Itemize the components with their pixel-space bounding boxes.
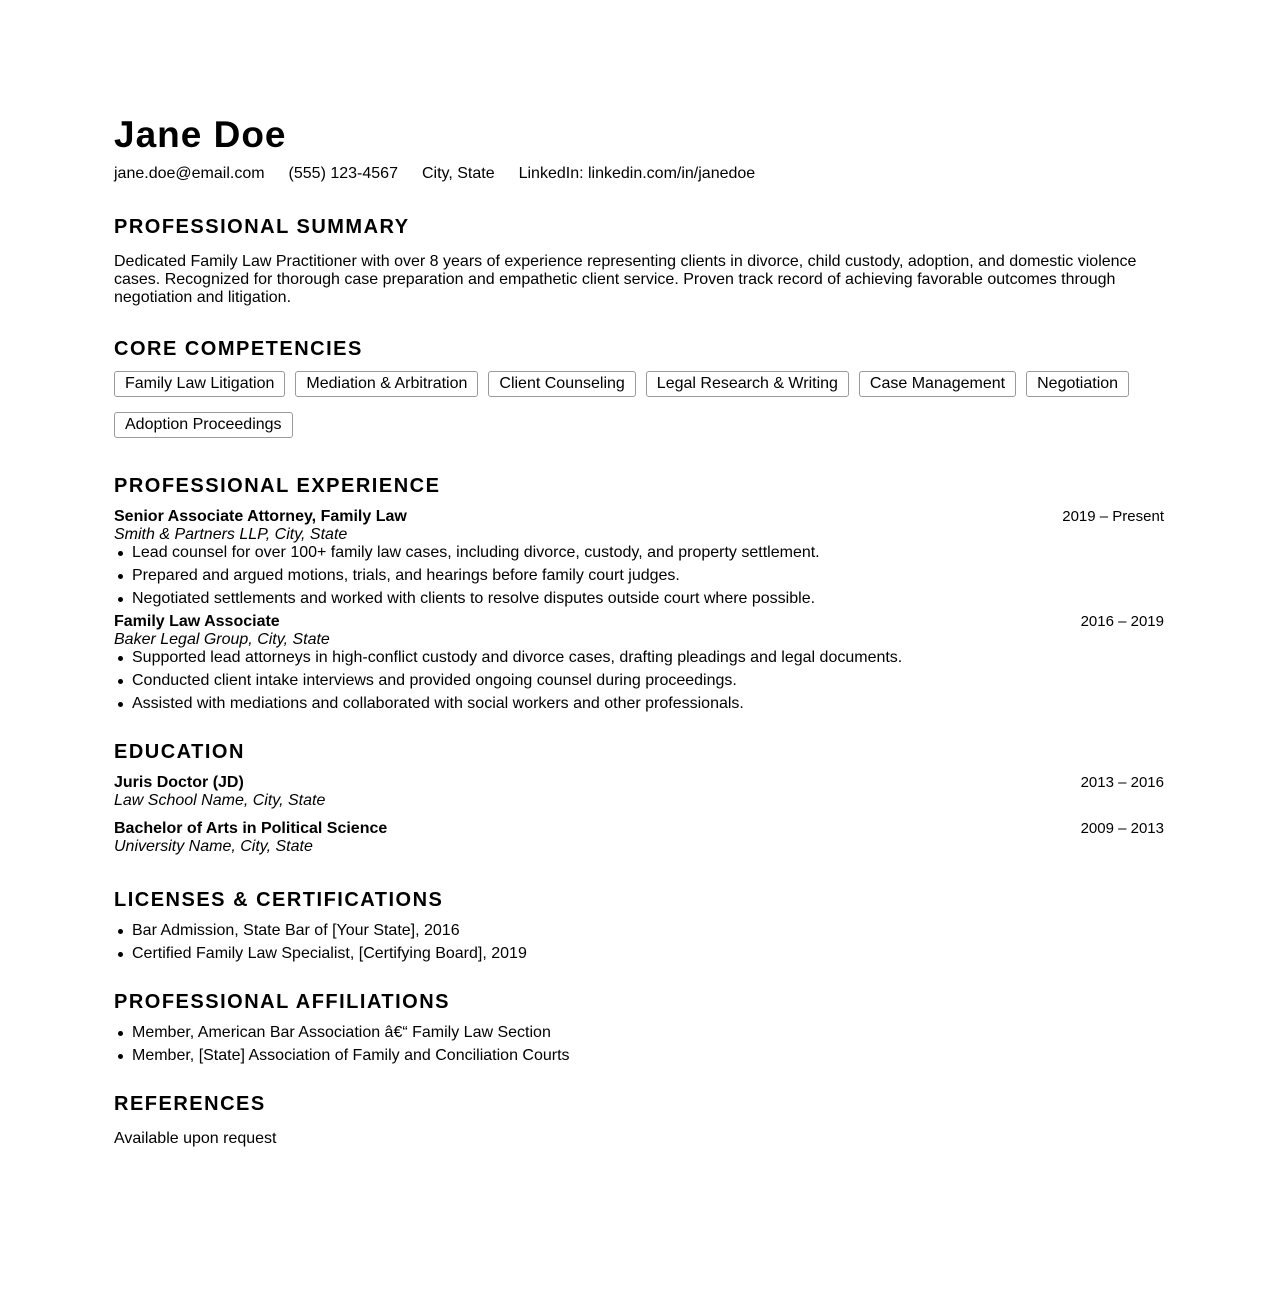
competency-tag: Mediation & Arbitration <box>295 371 478 397</box>
competency-tag: Client Counseling <box>488 371 635 397</box>
education-section <box>114 739 1164 856</box>
job-header <box>114 613 1164 631</box>
list-item: Conducted client intake interviews and provided ongoing counsel during proceedings. <box>132 672 1164 690</box>
section-title-education: EDUCATION <box>114 741 245 763</box>
summary-section <box>114 214 1164 307</box>
contact-location: City, State <box>421 165 495 182</box>
education-header <box>114 774 1164 792</box>
references-text: Available upon request <box>114 1130 277 1147</box>
competencies-section <box>114 336 1164 453</box>
list-item: Prepared and argued motions, trials, and hearings before family court judges. <box>132 567 1164 585</box>
summary-text: Dedicated Family Law Practitioner with over 8 years of experience representing clients in divorce, child custody, adoption, and domestic violence cases. Recognized for thorough case preparation and empathetic client service. Proven track record of achieving favorable outcomes through negotiation and litigation. <box>114 253 1137 306</box>
contact-info <box>114 164 1164 184</box>
job-dates: 2016 – 2019 <box>1080 613 1164 630</box>
degree-title: Bachelor of Arts in Political Science <box>114 820 388 837</box>
job-title: Family Law Associate <box>114 613 280 630</box>
education-entry <box>114 774 1164 810</box>
job-header <box>114 508 1164 526</box>
education-header <box>114 820 1164 838</box>
list-item: Assisted with mediations and collaborated with social workers and other professionals. <box>132 695 1164 713</box>
job-organization: Smith & Partners LLP, City, State <box>114 526 348 543</box>
degree-dates: 2009 – 2013 <box>1080 820 1164 837</box>
competency-tag: Legal Research & Writing <box>646 371 849 397</box>
job-organization: Baker Legal Group, City, State <box>114 631 330 648</box>
degree-title: Juris Doctor (JD) <box>114 774 244 791</box>
job-dates: 2019 – Present <box>1062 508 1164 525</box>
experience-section <box>114 473 1164 713</box>
school-name: University Name, City, State <box>114 838 313 855</box>
list-item: Member, [State] Association of Family and Conciliation Courts <box>132 1047 1164 1065</box>
section-title-licenses: LICENSES & CERTIFICATIONS <box>114 889 444 911</box>
job-bullets <box>114 544 1164 608</box>
job-bullets <box>114 649 1164 713</box>
list-item: Bar Admission, State Bar of [Your State], 2016 <box>132 922 1164 940</box>
competency-tags <box>114 371 1164 453</box>
competency-tag: Case Management <box>859 371 1016 397</box>
licenses-section <box>114 887 1164 963</box>
affiliations-section <box>114 989 1164 1065</box>
list-item: Lead counsel for over 100+ family law cases, including divorce, custody, and property settlement. <box>132 544 1164 562</box>
licenses-list <box>114 922 1164 963</box>
job-title: Senior Associate Attorney, Family Law <box>114 508 407 525</box>
affiliations-list <box>114 1024 1164 1065</box>
degree-dates: 2013 – 2016 <box>1080 774 1164 791</box>
contact-email: jane.doe@email.com <box>114 165 265 182</box>
references-section <box>114 1091 1164 1148</box>
contact-linkedin: LinkedIn: linkedin.com/in/janedoe <box>518 165 756 182</box>
competency-tag: Negotiation <box>1026 371 1129 397</box>
job-entry <box>114 508 1164 608</box>
education-entry <box>114 820 1164 856</box>
section-title-summary: PROFESSIONAL SUMMARY <box>114 216 410 238</box>
school-name: Law School Name, City, State <box>114 792 326 809</box>
list-item: Certified Family Law Specialist, [Certifying Board], 2019 <box>132 945 1164 963</box>
competency-tag: Family Law Litigation <box>114 371 285 397</box>
job-entry <box>114 613 1164 713</box>
section-title-affiliations: PROFESSIONAL AFFILIATIONS <box>114 991 451 1013</box>
section-title-competencies: CORE COMPETENCIES <box>114 338 363 360</box>
contact-phone: (555) 123-4567 <box>288 165 398 182</box>
list-item: Supported lead attorneys in high-conflict custody and divorce cases, drafting pleadings and legal documents. <box>132 649 1164 667</box>
list-item: Member, American Bar Association â€“ Family Law Section <box>132 1024 1164 1042</box>
list-item: Negotiated settlements and worked with clients to resolve disputes outside court where possible. <box>132 590 1164 608</box>
section-title-references: REFERENCES <box>114 1093 266 1115</box>
candidate-name: Jane Doe <box>114 114 287 155</box>
competency-tag: Adoption Proceedings <box>114 412 293 438</box>
section-title-experience: PROFESSIONAL EXPERIENCE <box>114 475 441 497</box>
